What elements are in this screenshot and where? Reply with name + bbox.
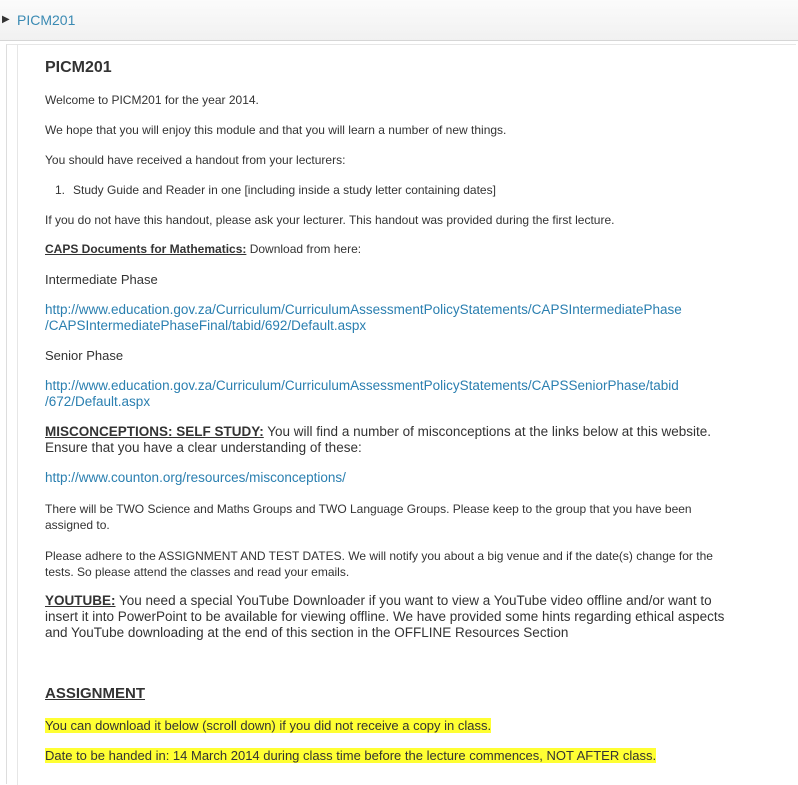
caps-documents-line [45, 242, 361, 256]
groups-paragraph: There will be TWO Science and Maths Groups and TWO Language Groups. Please keep to the group that you have been assigned to. [45, 502, 692, 532]
intermediate-phase-label: Intermediate Phase [45, 272, 158, 287]
senior-phase-link[interactable]: http://www.education.gov.za/Curriculum/CurriculumAssessmentPolicyStatements/CAPSSeniorPhase/tabid /672/Default.aspx [45, 378, 679, 409]
welcome-text: Welcome to PICM201 for the year 2014. [45, 93, 259, 107]
list-item-number: 1. [55, 183, 66, 197]
youtube-label: YOUTUBE: [45, 593, 116, 608]
panel-divider [17, 45, 20, 785]
assignment-due-date: Date to be handed in: 14 March 2014 during class time before the lecture commences, NOT AFTER class. [45, 748, 657, 763]
intermediate-phase-link[interactable]: http://www.education.gov.za/Curriculum/CurriculumAssessmentPolicyStatements/CAPSIntermediatePhase /CAPSIntermediatePhaseFinal/tabid/692/Default.aspx [45, 302, 682, 333]
adhere-paragraph: Please adhere to the ASSIGNMENT AND TEST DATES. We will notify you about a big venue and if the date(s) change for the tests. So please attend the classes and read your emails. [45, 549, 713, 579]
caps-download-text: Download from here: [246, 242, 362, 256]
misconceptions-label: MISCONCEPTIONS: SELF STUDY: [45, 424, 264, 439]
assignment-download-note: You can download it below (scroll down) if you did not receive a copy in class. [45, 718, 492, 733]
assignment-heading: ASSIGNMENT [45, 685, 146, 702]
breadcrumb-bar [0, 0, 798, 41]
handout-note-text: If you do not have this handout, please ask your lecturer. This handout was provided during the first lecture. [45, 213, 615, 227]
caps-documents-label: CAPS Documents for Mathematics: [45, 242, 247, 256]
handout-intro-text: You should have received a handout from your lecturers: [45, 153, 346, 167]
youtube-paragraph: YOUTUBE: You need a special YouTube Downloader if you want to view a YouTube video offline and/or want to insert it into PowerPoint to be available for viewing offline. We have provided some hints regarding ethical aspects and YouTube downloading at the end of this section in the OFFLINE Resources Section [45, 593, 725, 640]
misconceptions-paragraph: MISCONCEPTIONS: SELF STUDY: You will find a number of misconceptions at the links below at this website. Ensure that you have a clear understanding of these: [45, 424, 712, 455]
list-item: Study Guide and Reader in one [including inside a study letter containing dates] [73, 183, 496, 197]
counton-link[interactable]: http://www.counton.org/resources/misconceptions/ [45, 470, 346, 485]
expand-arrow-icon[interactable]: ▶ [2, 14, 10, 25]
hope-text: We hope that you will enjoy this module and that you will learn a number of new things. [45, 123, 507, 137]
senior-phase-label: Senior Phase [45, 348, 124, 363]
page-title: PICM201 [45, 59, 112, 76]
breadcrumb-link-picm201[interactable]: PICM201 [17, 12, 76, 28]
